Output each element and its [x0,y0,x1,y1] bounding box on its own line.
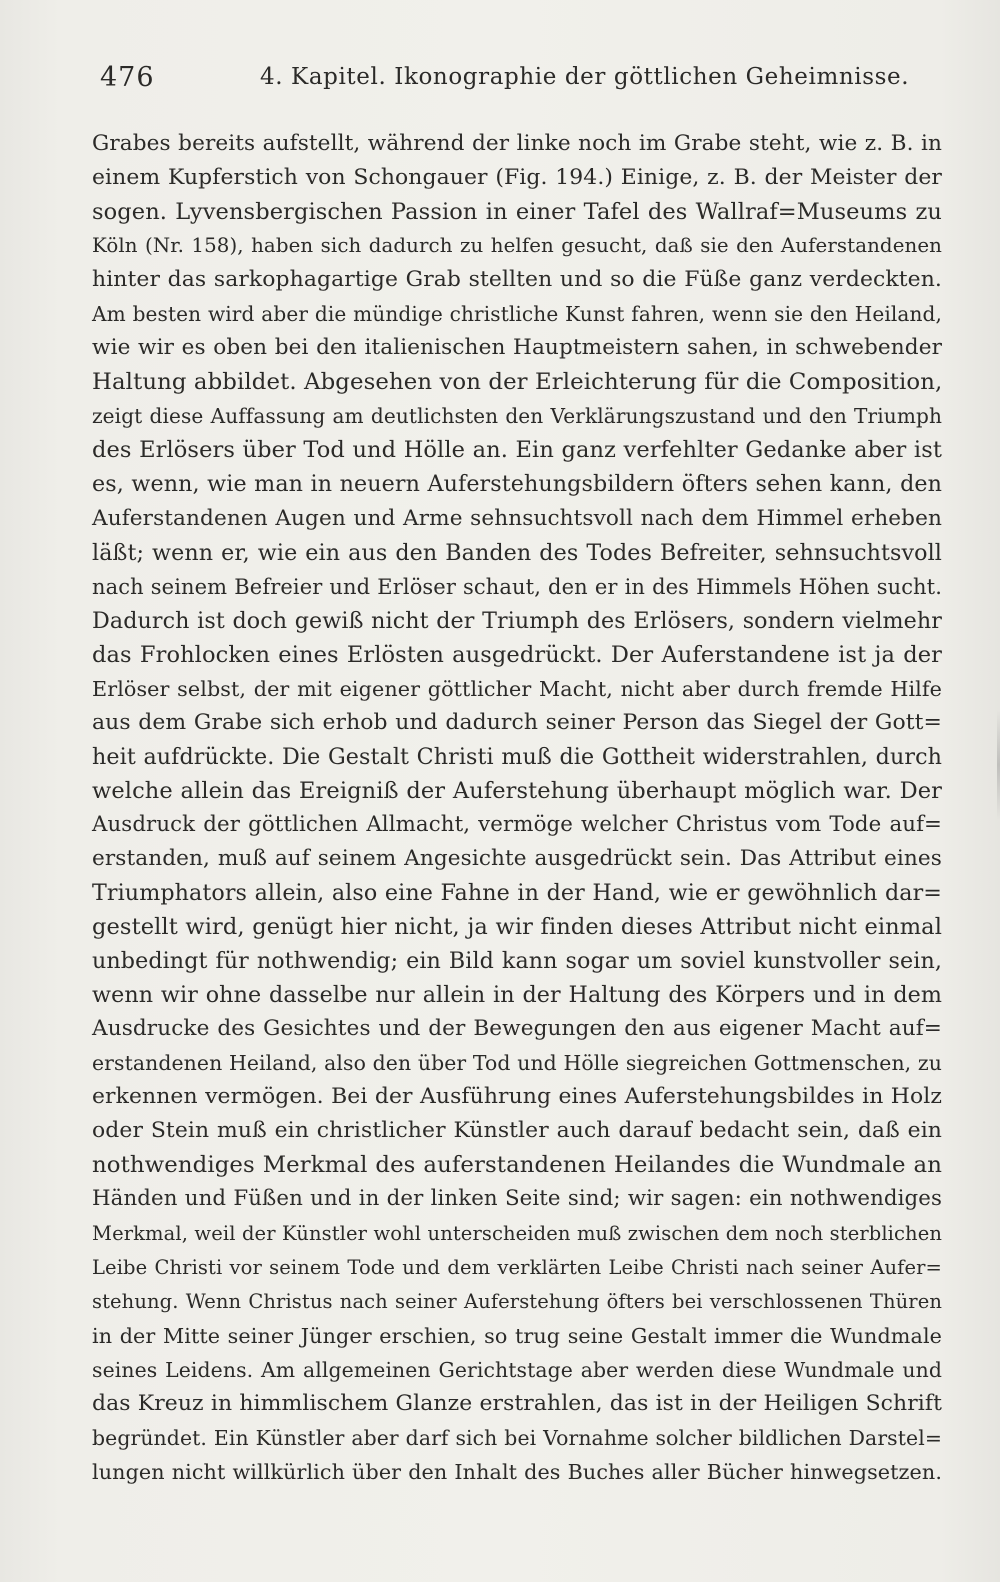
text-line: unbedingt für nothwendig; ein Bild kann sogar um soviel kunstvoller sein, [92,948,942,975]
text-line: Händen und Füßen und in der linken Seite sind; wir sagen: ein nothwendiges [92,1186,942,1212]
page-number: 476 [100,62,155,93]
text-line: Erlöser selbst, der mit eigener göttlicher Macht, nicht aber durch fremde Hilfe [92,676,942,701]
text-line: zeigt diese Auffassung am deutlichsten den Verklärungszustand und den Triumph [92,404,942,429]
text-line: hinter das sarkophagartige Grab stellten und so die Füße ganz verdeckten. [92,267,942,293]
text-line: seines Leidens. Am allgemeinen Gerichtstage aber werden diese Wundmale und [92,1357,942,1382]
text-line: Ausdruck der göttlichen Allmacht, vermöge welcher Christus vom Tode auf= [92,811,942,837]
text-line: stehung. Wenn Christus nach seiner Auferstehung öfters bei verschlossenen Thüren [92,1289,942,1313]
text-line: des Erlösers über Tod und Hölle an. Ein ganz verfehlter Gedanke aber ist [92,437,942,464]
text-line: gestellt wird, genügt hier nicht, ja wir finden dieses Attribut nicht einmal [92,914,942,941]
text-line: Am besten wird aber die mündige christliche Kunst fahren, wenn sie den Heiland, [92,302,942,327]
text-line: oder Stein muß ein christlicher Künstler auch darauf bedacht sein, daß ein [92,1118,942,1144]
text-line: heit aufdrückte. Die Gestalt Christi muß die Gottheit widerstrahlen, durch [92,743,942,770]
text-line: welche allein das Ereigniß der Auferstehung überhaupt möglich war. Der [92,777,942,804]
text-line: Haltung abbildet. Abgesehen von der Erleichterung für die Composition, [92,369,943,396]
text-line: aus dem Grabe sich erhob und dadurch seiner Person das Siegel der Gott= [92,709,942,735]
text-line: wie wir es oben bei den italienischen Hauptmeistern sahen, in schwebender [92,335,942,361]
page-header [100,62,940,102]
text-line: sogen. Lyvensbergischen Passion in einer Tafel des Wallraf=Museums zu [92,199,942,226]
text-line: erstanden, muß auf seinem Angesichte ausgedrückt sein. Das Attribut eines [92,845,942,871]
text-line: einem Kupferstich von Schongauer (Fig. 194.) Einige, z. B. der Meister der [92,165,942,191]
text-line: lungen nicht willkürlich über den Inhalt des Buches aller Bücher hinwegsetzen. [92,1459,942,1484]
text-line: in der Mitte seiner Jünger erschien, so trug seine Gestalt immer die Wundmale [92,1323,942,1348]
text-line: es, wenn, wie man in neuern Auferstehungsbildern öfters sehen kann, den [92,471,942,498]
body-text [92,127,942,1489]
text-line: Dadurch ist doch gewiß nicht der Triumph des Erlösers, sondern vielmehr [92,607,942,634]
text-line: erkennen vermögen. Bei der Ausführung eines Auferstehungsbildes in Holz [92,1084,942,1110]
text-line: Leibe Christi vor seinem Tode und dem verklärten Leibe Christi nach seiner Aufer= [92,1255,942,1279]
text-line: wenn wir ohne dasselbe nur allein in der Haltung des Körpers und in dem [92,982,942,1009]
text-line: Grabes bereits aufstellt, während der linke noch im Grabe steht, wie z. B. in [92,131,942,156]
text-line: Ausdrucke des Gesichtes und der Bewegungen den aus eigener Macht auf= [92,1016,942,1042]
text-line: begründet. Ein Künstler aber darf sich bei Vornahme solcher bildlichen Darstel= [92,1425,942,1450]
running-head: 4. Kapitel. Ikonographie der göttlichen Geheimnisse. [260,64,910,90]
text-line: nothwendiges Merkmal des auferstandenen Heilandes die Wundmale an [92,1152,942,1179]
text-line: Auferstandenen Augen und Arme sehnsuchtsvoll nach dem Himmel erheben [92,505,942,531]
text-line: Köln (Nr. 158), haben sich dadurch zu helfen gesucht, daß sie den Auferstandenen [92,234,942,258]
text-line: erstandenen Heiland, also den über Tod und Hölle siegreichen Gottmenschen, zu [92,1051,942,1076]
text-line: nach seinem Befreier und Erlöser schaut, den er in des Himmels Höhen sucht. [92,574,942,599]
text-line: Triumphators allein, also eine Fahne in der Hand, wie er gewöhnlich dar= [92,880,942,907]
text-line: läßt; wenn er, wie ein aus den Banden des Todes Befreiter, sehnsuchtsvoll [92,539,942,566]
text-line: das Kreuz in himmlischem Glanze erstrahlen, das ist in der Heiligen Schrift [92,1390,942,1416]
text-line: das Frohlocken eines Erlösten ausgedrückt. Der Auferstandene ist ja der [92,641,942,668]
text-line: Merkmal, weil der Künstler wohl unterscheiden muß zwischen dem noch sterblichen [92,1221,942,1245]
